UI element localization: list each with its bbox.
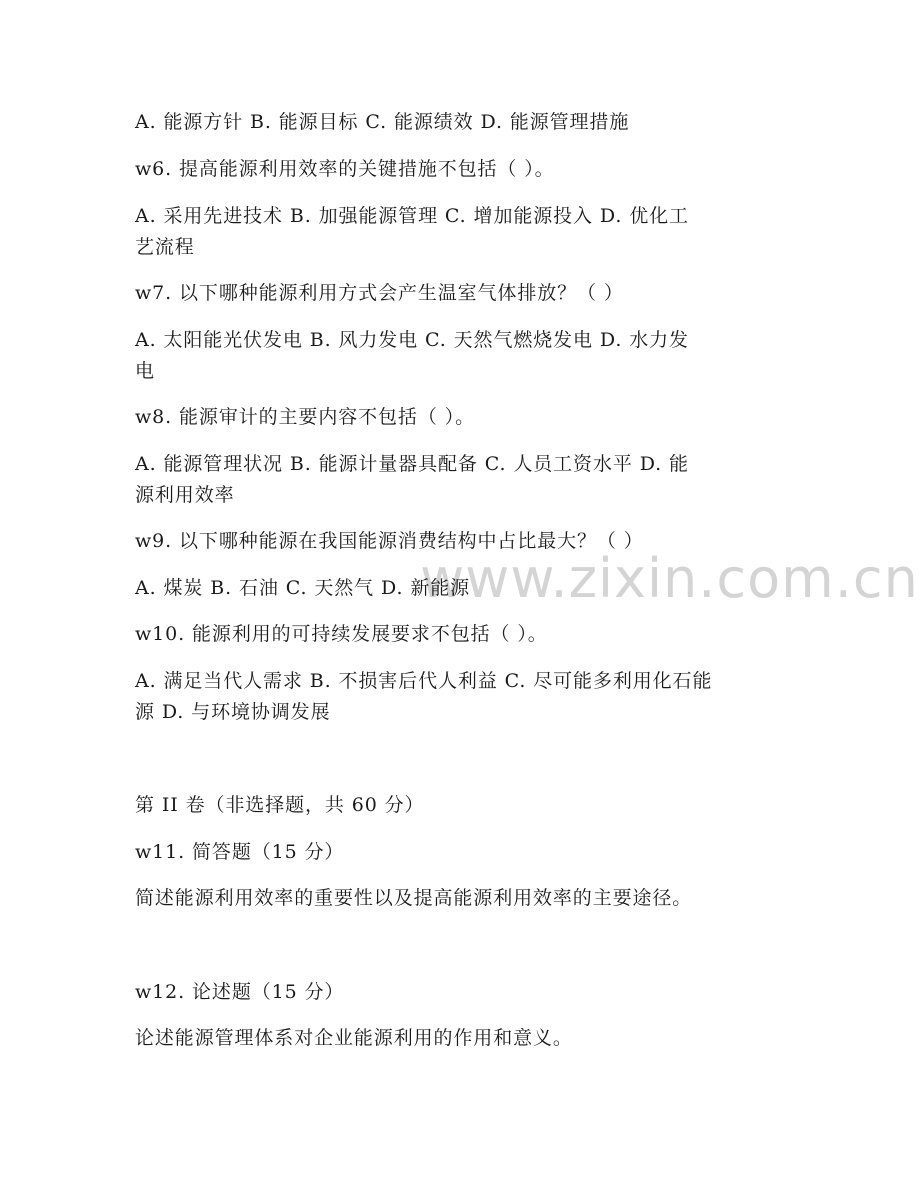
q10-options-cont: 源 D. 与环境协调发展 [135, 701, 331, 723]
q8-question: w8. 能源审计的主要内容不包括（ ）。 [135, 406, 475, 428]
q6-options-cont: 艺流程 [135, 236, 195, 258]
q5-options: A. 能源方针 B. 能源目标 C. 能源绩效 D. 能源管理措施 [135, 111, 630, 133]
q7-options: A. 太阳能光伏发电 B. 风力发电 C. 天然气燃烧发电 D. 水力发 [135, 329, 689, 351]
q6-question: w6. 提高能源利用效率的关键措施不包括（ ）。 [135, 158, 555, 180]
q7-question: w7. 以下哪种能源利用方式会产生温室气体排放？（ ） [135, 282, 624, 304]
q9-question: w9. 以下哪种能源在我国能源消费结构中占比最大？（ ） [135, 530, 644, 552]
q12-prompt: 论述能源管理体系对企业能源利用的作用和意义。 [135, 1027, 573, 1049]
q6-options: A. 采用先进技术 B. 加强能源管理 C. 增加能源投入 D. 优化工 [135, 205, 689, 227]
q8-options-cont: 源利用效率 [135, 484, 235, 506]
q11-prompt: 简述能源利用效率的重要性以及提高能源利用效率的主要途径。 [135, 887, 693, 909]
q9-options: A. 煤炭 B. 石油 C. 天然气 D. 新能源 [135, 577, 471, 599]
q8-options: A. 能源管理状况 B. 能源计量器具配备 C. 人员工资水平 D. 能 [135, 453, 689, 475]
watermark: www.zixin.com.cn [420, 547, 919, 610]
q11-heading: w11. 简答题（15 分） [135, 841, 345, 863]
section-title: 第 II 卷（非选择题，共 60 分） [135, 794, 425, 816]
q10-options: A. 满足当代人需求 B. 不损害后代人利益 C. 尽可能多利用化石能 [135, 670, 713, 692]
q7-options-cont: 电 [135, 360, 155, 382]
q10-question: w10. 能源利用的可持续发展要求不包括（ ）。 [135, 623, 548, 645]
q12-heading: w12. 论述题（15 分） [135, 981, 345, 1003]
